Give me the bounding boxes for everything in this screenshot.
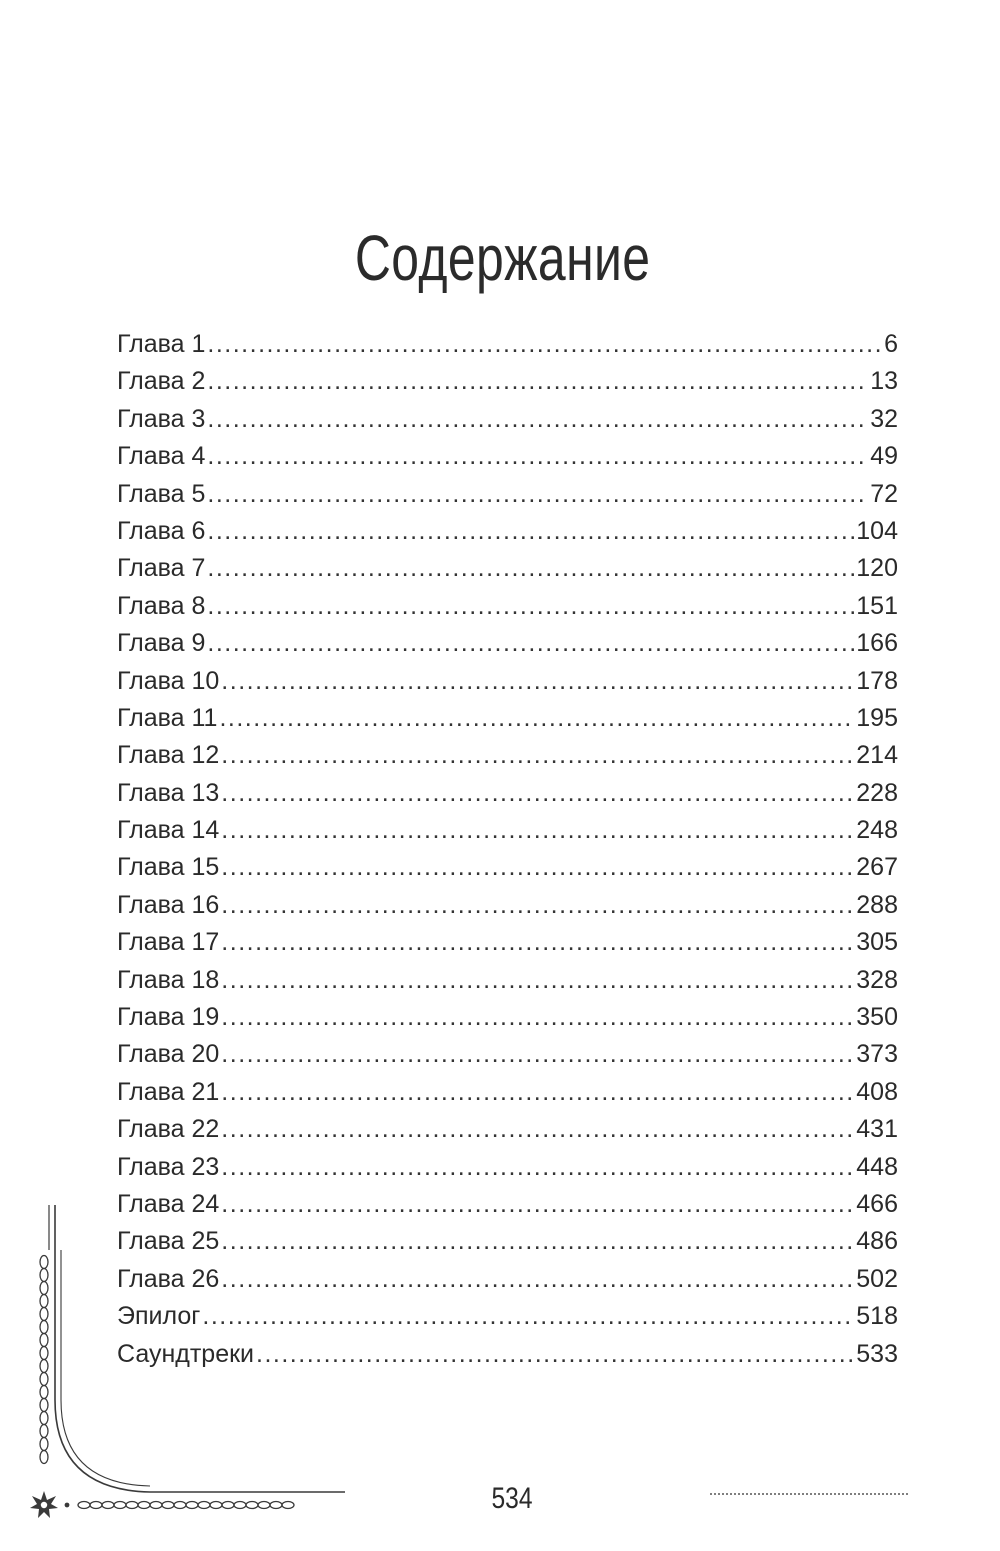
toc-entry-label: Глава 13 — [117, 778, 220, 807]
toc-entry-page: 288 — [856, 890, 898, 919]
toc-entry-label: Саундтреки — [117, 1339, 255, 1368]
toc-entry-label: Глава 18 — [117, 965, 220, 994]
toc-entry-page: 518 — [856, 1302, 898, 1331]
toc-entry-label: Глава 2 — [117, 367, 206, 396]
toc-entry-page: 466 — [856, 1189, 898, 1218]
toc-entry-page: 72 — [870, 479, 898, 508]
toc-entry-label: Глава 15 — [117, 853, 220, 882]
toc-entry-label: Глава 3 — [117, 404, 206, 433]
toc-entry-label: Глава 8 — [117, 591, 206, 620]
toc-entry-label: Глава 9 — [117, 629, 206, 658]
toc-entry-page: 13 — [870, 367, 898, 396]
toc-entry-page: 166 — [856, 629, 898, 658]
toc-entry-page: 373 — [856, 1040, 898, 1069]
toc-entry-page: 305 — [856, 928, 898, 957]
toc-entry-page: 248 — [856, 816, 898, 845]
corner-ornament — [0, 0, 360, 1551]
toc-entry-label: Глава 26 — [117, 1264, 220, 1293]
toc-entry-page: 267 — [856, 853, 898, 882]
toc-entry-label: Глава 5 — [117, 479, 206, 508]
toc-entry-label: Глава 14 — [117, 816, 220, 845]
toc-entry-page: 120 — [856, 554, 898, 583]
toc-entry-label: Глава 10 — [117, 666, 220, 695]
toc-entry-page: 49 — [870, 442, 898, 471]
toc-entry-page: 228 — [856, 778, 898, 807]
toc-entry-label: Глава 7 — [117, 554, 206, 583]
toc-entry-label: Эпилог — [117, 1302, 201, 1331]
toc-entry-label: Глава 17 — [117, 928, 220, 957]
toc-entry-page: 178 — [856, 666, 898, 695]
toc-entry-page: 195 — [856, 703, 898, 732]
toc-entry-page: 32 — [870, 404, 898, 433]
toc-entry-label: Глава 20 — [117, 1040, 220, 1069]
toc-entry-label: Глава 25 — [117, 1227, 220, 1256]
ornament-dot — [65, 1503, 70, 1508]
toc-entry-page: 431 — [856, 1115, 898, 1144]
toc-entry-page: 502 — [856, 1264, 898, 1293]
toc-entry-page: 533 — [856, 1339, 898, 1368]
toc-entry-page: 486 — [856, 1227, 898, 1256]
star-ornament-icon — [30, 1491, 58, 1518]
toc-entry-page: 151 — [856, 591, 898, 620]
toc-entry-label: Глава 23 — [117, 1152, 220, 1181]
toc-entry-page: 328 — [856, 965, 898, 994]
toc-entry-page: 214 — [856, 741, 898, 770]
page-number: 534 — [491, 1482, 533, 1515]
toc-entry-page: 448 — [856, 1152, 898, 1181]
toc-entry-label: Глава 24 — [117, 1189, 220, 1218]
toc-entry-label: Глава 4 — [117, 442, 206, 471]
toc-entry-page: 6 — [884, 330, 898, 358]
toc-entry-label: Глава 12 — [117, 741, 220, 770]
toc-entry-label: Глава 11 — [117, 703, 218, 732]
page-title: Содержание — [354, 221, 651, 294]
toc-entry-label: Глава 19 — [117, 1003, 220, 1032]
toc-entry-label: Глава 22 — [117, 1115, 220, 1144]
toc-entry-label: Глава 6 — [117, 516, 206, 545]
toc-entry-label: Глава 16 — [117, 890, 220, 919]
toc-entry-page: 350 — [856, 1003, 898, 1032]
toc-entry-page: 408 — [856, 1077, 898, 1106]
toc-entry-page: 104 — [856, 516, 898, 545]
toc-entry-label: Глава 1 — [117, 330, 206, 358]
toc-entry-label: Глава 21 — [117, 1077, 220, 1106]
